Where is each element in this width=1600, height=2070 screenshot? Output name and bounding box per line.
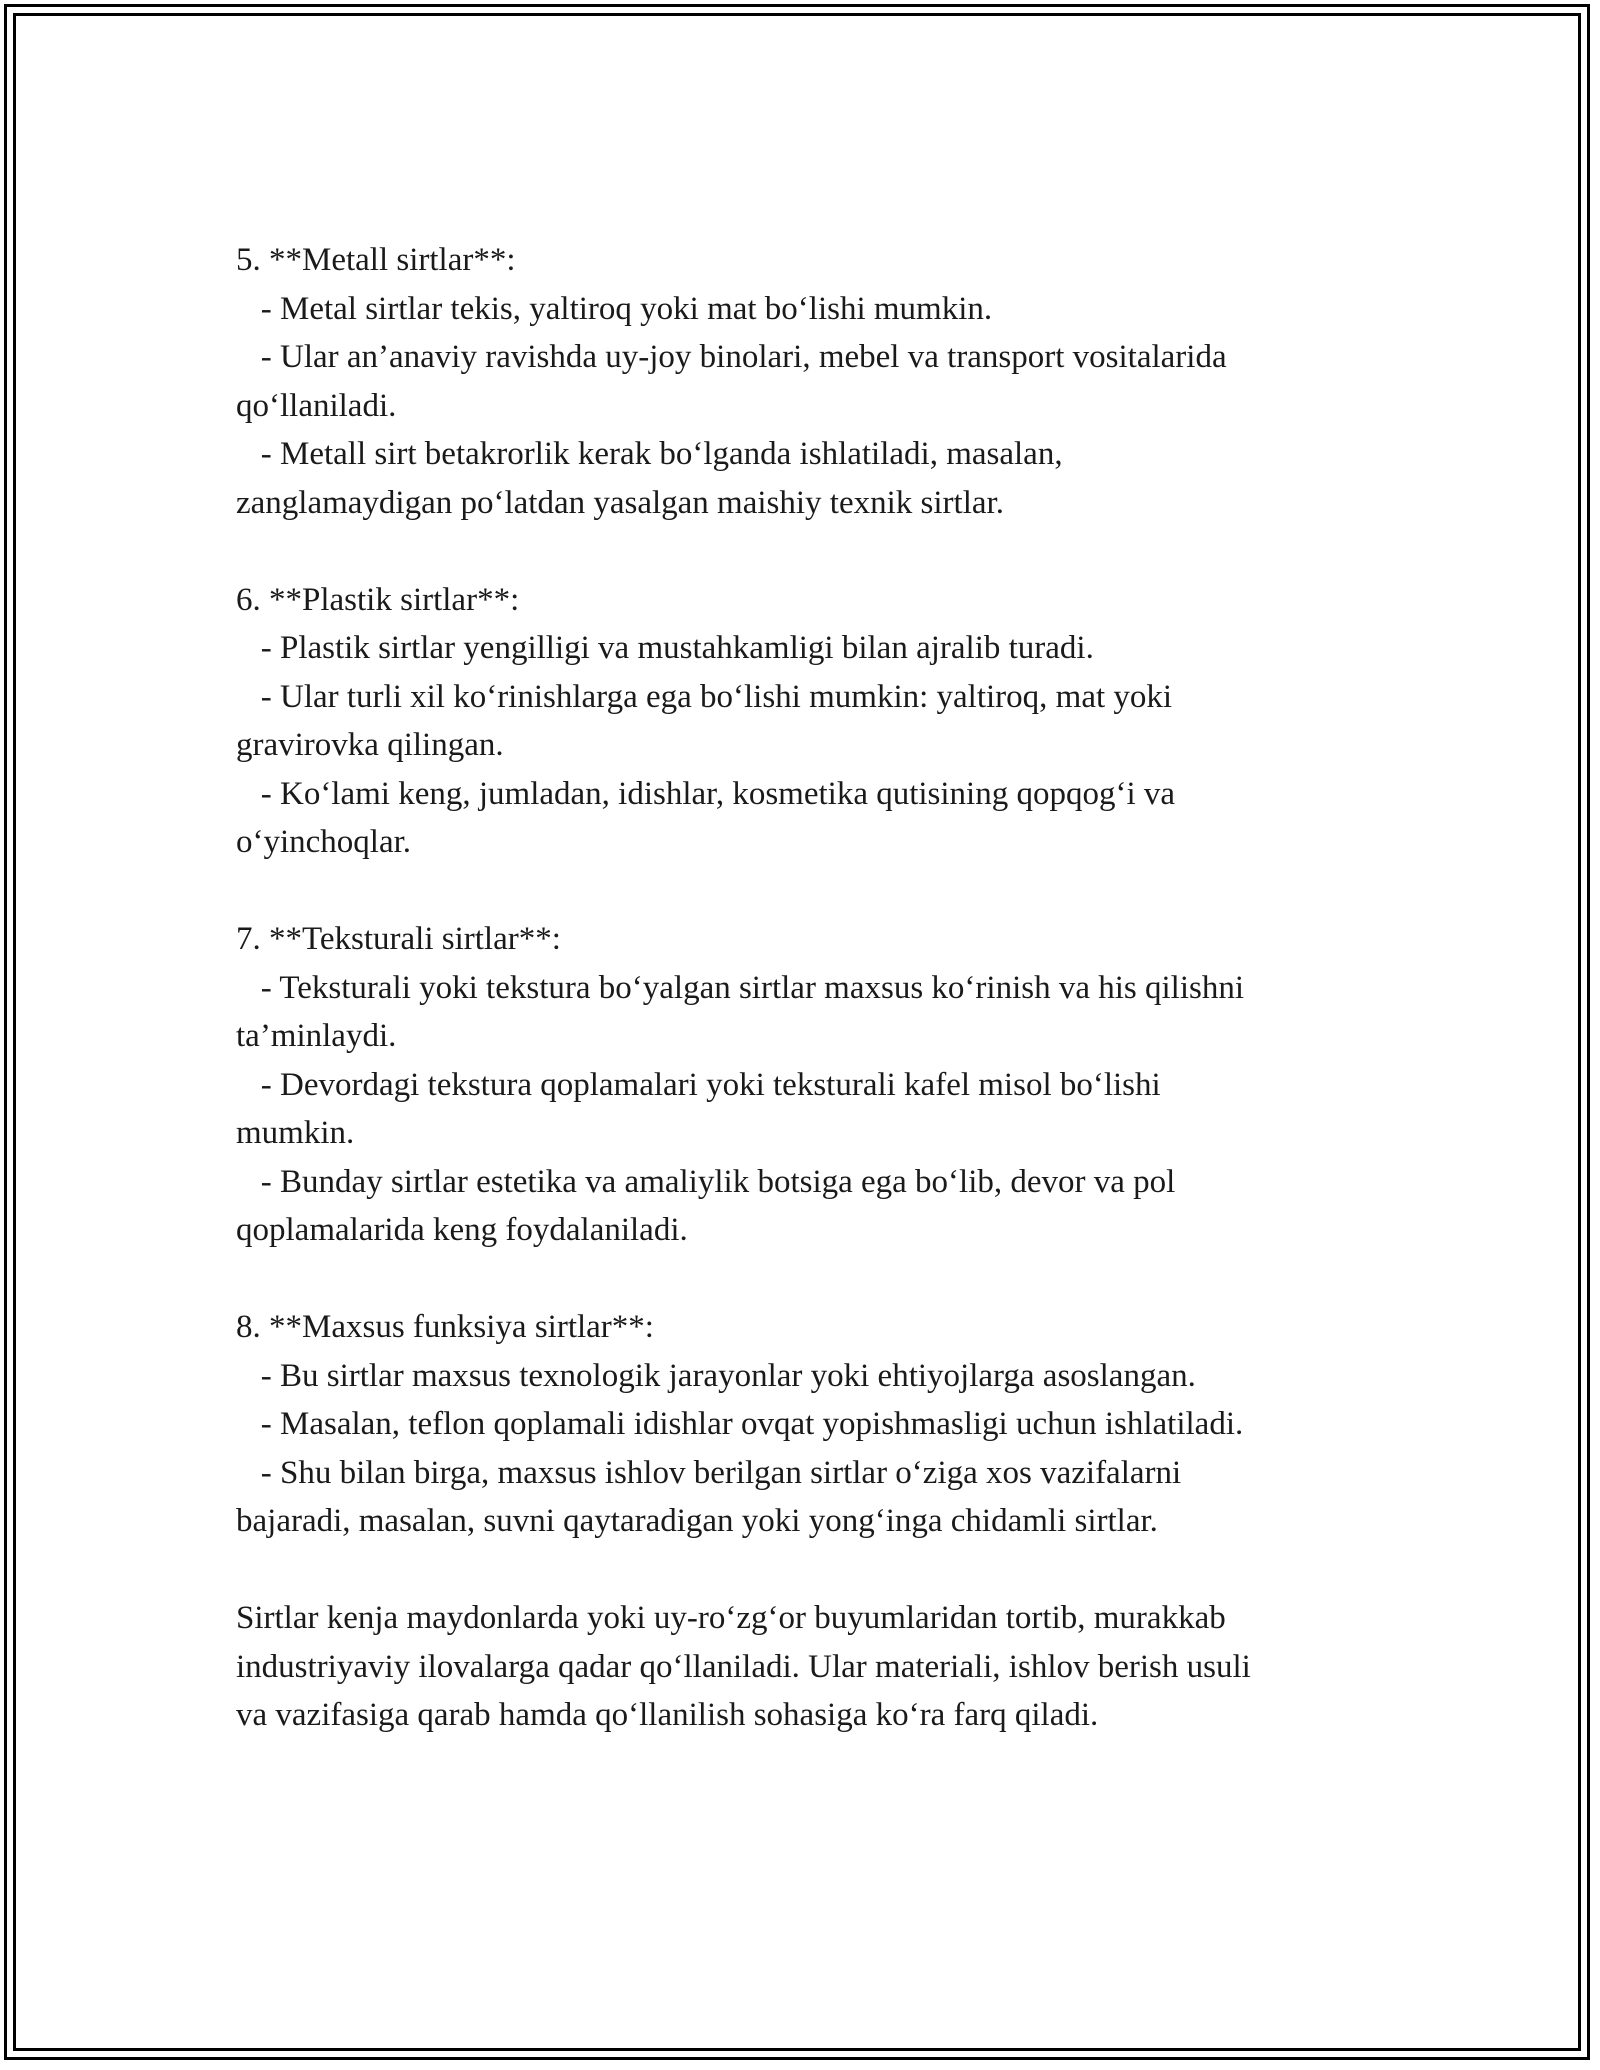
section-heading: 8. **Maxsus funksiya sirtlar**: (236, 1309, 654, 1345)
text-line: - Shu bilan birga, maxsus ishlov berilgan sirtlar o‘ziga xos vazifalarni (236, 1454, 1182, 1491)
section-metall (236, 236, 1396, 527)
text-line: - Ko‘lami keng, jumladan, idishlar, kosmetika qutisining qopqog‘i va (236, 775, 1176, 812)
paragraph-gap (236, 1255, 1396, 1304)
text-line: - Metall sirt betakrorlik kerak bo‘lganda ishlatiladi, masalan, (236, 436, 1063, 472)
section-heading: 7. **Teksturali sirtlar**: (236, 921, 561, 957)
paragraph-gap (236, 527, 1396, 576)
text-line: mumkin. (236, 1115, 355, 1151)
section-heading: 6. **Plastik sirtlar**: (236, 581, 520, 618)
text-line: - Devordagi tekstura qoplamalari yoki teksturali kafel misol bo‘lishi (236, 1066, 1161, 1103)
section-maxsus (236, 1303, 1396, 1546)
section-conclusion (236, 1594, 1396, 1740)
text-line: - Masalan, teflon qoplamali idishlar ovqat yopishmasligi uchun ishlatiladi. (236, 1406, 1244, 1442)
text-line: - Bu sirtlar maxsus texnologik jarayonlar yoki ehtiyojlarga asoslangan. (236, 1357, 1196, 1394)
section-heading: 5. **Metall sirtlar**: (236, 242, 516, 278)
text-line: bajaradi, masalan, suvni qaytaradigan yoki yong‘inga chidamli sirtlar. (236, 1503, 1158, 1539)
text-line: zanglamaydigan po‘latdan yasalgan maishiy texnik sirtlar. (236, 484, 1004, 521)
text-line: qoplamalarida keng foydalaniladi. (236, 1212, 688, 1248)
text-line: - Ular turli xil ko‘rinishlarga ega bo‘lishi mumkin: yaltiroq, mat yoki (236, 678, 1173, 715)
text-line: - Ular an’anaviy ravishda uy-joy binolari, mebel va transport vositalarida (236, 339, 1227, 375)
text-line: - Bunday sirtlar estetika va amaliylik botsiga ega bo‘lib, devor va pol (236, 1163, 1176, 1200)
section-teksturali (236, 915, 1396, 1255)
text-line: gravirovka qilingan. (236, 727, 504, 763)
text-line: o‘yinchoqlar. (236, 824, 412, 860)
text-line: ta’minlaydi. (236, 1018, 397, 1054)
text-line: - Metal sirtlar tekis, yaltiroq yoki mat bo‘lishi mumkin. (236, 290, 993, 327)
section-plastik (236, 576, 1396, 867)
text-line: - Teksturali yoki tekstura bo‘yalgan sirtlar maxsus ko‘rinish va his qilishni (236, 969, 1245, 1006)
text-line: industriyaviy ilovalarga qadar qo‘llaniladi. Ular materiali, ishlov berish usuli (236, 1648, 1251, 1685)
text-line: Sirtlar kenja maydonlarda yoki uy-ro‘zg‘or buyumlaridan tortib, murakkab (236, 1600, 1226, 1636)
paragraph-gap (236, 1546, 1396, 1595)
document-body (236, 236, 1396, 1740)
paragraph-gap (236, 867, 1396, 916)
text-line: va vazifasiga qarab hamda qo‘llanilish sohasiga ko‘ra farq qiladi. (236, 1697, 1099, 1733)
text-line: - Plastik sirtlar yengilligi va mustahkamligi bilan ajralib turadi. (236, 630, 1094, 666)
text-line: qo‘llaniladi. (236, 387, 397, 424)
